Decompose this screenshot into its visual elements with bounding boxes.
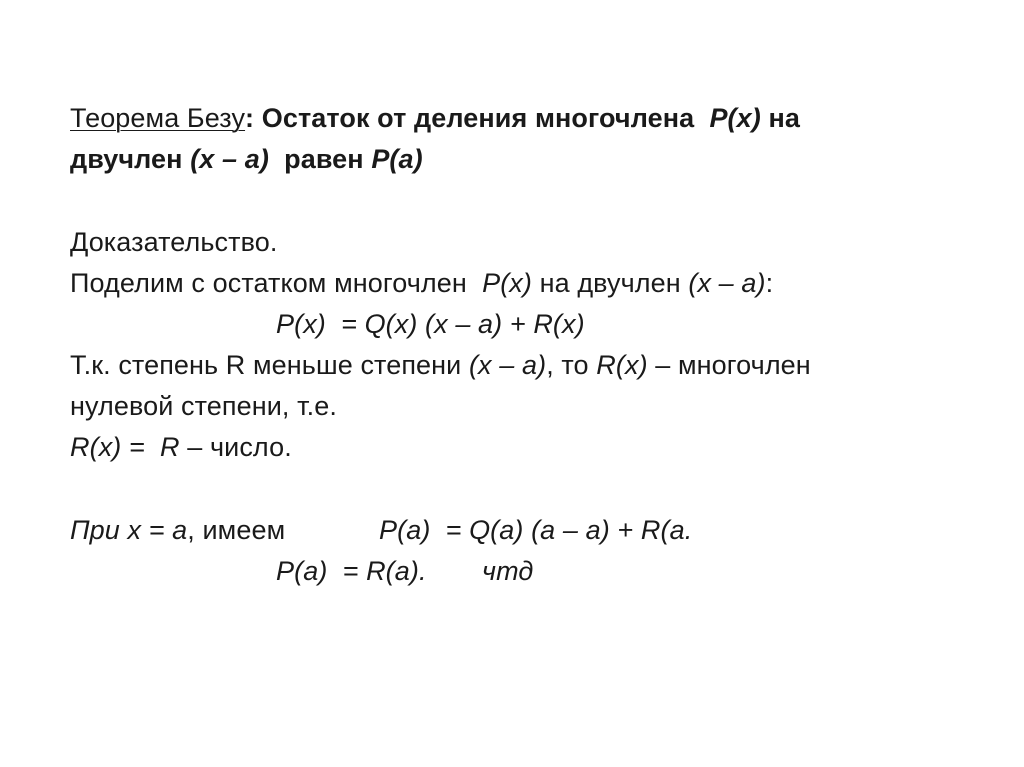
divide-colon: : — [765, 268, 774, 298]
degree-xa: (x – a) — [468, 350, 547, 380]
degree-text-a: Т.к. степень R меньше степени — [70, 350, 469, 380]
degree-text-b: , то — [546, 350, 597, 380]
equation-3: P(a) = R(a). — [276, 556, 427, 586]
proof-when-line — [70, 510, 285, 551]
theorem-px: P(x) — [709, 103, 761, 133]
degree-text-c: – многочлен — [647, 350, 811, 380]
proof-degree-line — [70, 345, 811, 386]
qed-mark: чтд — [482, 556, 534, 586]
divide-px: P(x) — [482, 268, 532, 298]
theorem-line-2 — [70, 139, 423, 180]
theorem-colon: : — [245, 103, 255, 133]
theorem-pa: P(a) — [371, 144, 423, 174]
theorem-statement-b: на — [760, 103, 801, 133]
equation-2: P(a) = Q(a) (a – a) + R(a. — [379, 515, 693, 545]
when-text: , имеем — [187, 515, 286, 545]
rx-number-text: – число. — [179, 432, 292, 462]
degree-rx: R(x) — [596, 350, 648, 380]
theorem-line2-b: равен — [268, 144, 372, 174]
rx-equals-r: R(x) = R — [70, 432, 180, 462]
theorem-statement-a: Остаток от деления многочлена — [254, 103, 710, 133]
theorem-title: Теорема Безу — [70, 103, 246, 133]
divide-text-a: Поделим с остатком многочлен — [70, 268, 483, 298]
divide-text-b: на двучлен — [532, 268, 689, 298]
divide-xa: (x – a) — [688, 268, 766, 298]
proof-divide-line — [70, 263, 773, 304]
when-x-equals-a: При x = a — [70, 515, 188, 545]
proof-zero-degree-line: нулевой степени, т.е. — [70, 391, 337, 421]
proof-heading: Доказательство. — [70, 227, 278, 257]
equation-1: P(x) = Q(x) (x – a) + R(x) — [276, 309, 585, 339]
theorem-line2-a: двучлен — [70, 144, 191, 174]
proof-rx-line — [70, 427, 292, 468]
theorem-line-1 — [70, 98, 800, 139]
theorem-x-minus-a: (x – a) — [190, 144, 269, 174]
